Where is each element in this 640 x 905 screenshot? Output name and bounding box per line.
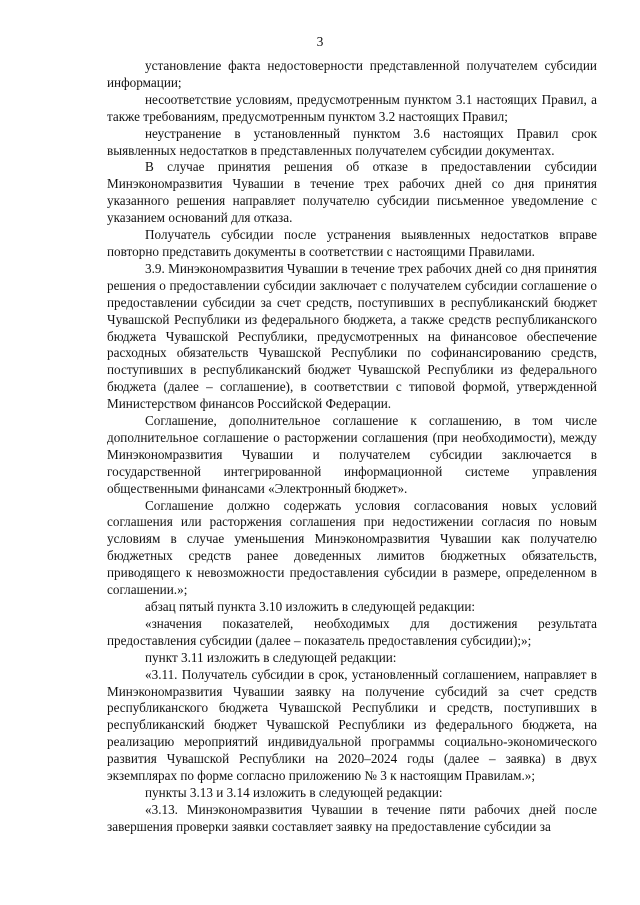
paragraph-nonconformity: несоответствие условиям, предусмотренным пунктом 3.1 настоящих Правил, а также требованиям, предусмотренным пунктом 3.2 настоящих Правил; xyxy=(107,91,597,124)
document-body xyxy=(107,58,597,836)
paragraph-amend-3-13-3-14: пункты 3.13 и 3.14 изложить в следующей редакции: xyxy=(145,784,443,800)
paragraph-amend-3-11: пункт 3.11 изложить в следующей редакции: xyxy=(145,649,397,665)
paragraph-invalid-info: установление факта недостоверности представленной получателем субсидии информации; xyxy=(107,58,597,90)
paragraph-electronic-budget: Соглашение, дополнительное соглашение к соглашению, в том числе дополнительное соглашение о расторжении соглашения (при необходимости), между Минэкономразвития Чувашии и получателем субсидии заключается в государственной интегрированной информационной системе управления общественными финансами «Электронный бюджет». xyxy=(107,413,597,496)
paragraph-3-9-agreement: 3.9. Минэкономразвития Чувашии в течение трех рабочих дней со дня принятия решения о предоставлении субсидии заключает с получателем субсидии соглашение о предоставлении субсидии за счет средств, поступивших в республиканский бюджет Чувашской Республики из федерального бюджета, а также средств республиканского бюджета Чувашской Республики, предусмотренных на финансовое обеспечение расходных обязательств Чувашской Республики по софинансированию средств, поступивших в республиканский бюджет Чувашской Республики из федерального бюджета (далее – соглашение), в соответствии с типовой формой, утвержденной Министерством финансов Российской Федерации. xyxy=(107,260,597,412)
paragraph-unresolved-defects: неустранение в установленный пунктом 3.6 настоящих Правил срок выявленных недостатков в представленных получателем субсидии документах. xyxy=(107,125,597,158)
page-number: 3 xyxy=(316,34,324,49)
paragraph-3-13-review: «3.13. Минэкономразвития Чувашии в течение пяти рабочих дней после завершения проверки заявки составляет заявку на предоставление субсидии за xyxy=(107,801,597,834)
paragraph-agreement-conditions: Соглашение должно содержать условия согласования новых условий соглашения или расторжения соглашения при недостижении согласия по новым условиям в случае уменьшения Минэкономразвития Чувашии как получателю бюджетных средств ранее доведенных лимитов бюджетных обязательств, приводящего к невозможности предоставления субсидии в размере, определенном в соглашении.»; xyxy=(107,497,597,598)
paragraph-indicator-values: «значения показателей, необходимых для достижения результата предоставления субсидии (далее – показатель предоставления субсидии);»; xyxy=(107,615,597,648)
paragraph-amend-3-10: абзац пятый пункта 3.10 изложить в следующей редакции: xyxy=(145,599,476,614)
paragraph-resubmission: Получатель субсидии после устранения выявленных недостатков вправе повторно представить документы в соответствии с настоящими Правилами. xyxy=(107,227,597,259)
paragraph-refusal-notice: В случае принятия решения об отказе в предоставлении субсидии Минэкономразвития Чувашии в течение трех рабочих дней со дня принятия указанного решения направляет получателю субсидии письменное уведомление с указанием оснований для отказа. xyxy=(107,159,597,226)
paragraph-3-11-application: «3.11. Получатель субсидии в срок, установленный соглашением, направляет в Минэкономразвития Чувашии заявку на получение субсидий за счет средств республиканского бюджета Чувашской Республики и средств, поступивших в республиканский бюджет Чувашской Республики из федерального бюджета, на реализацию мероприятий индивидуальной программы социально-экономического развития Чувашской Республики на 2020–2024 годы (далее – заявка) в двух экземплярах по форме согласно приложению № 3 к настоящим Правилам.»; xyxy=(107,666,597,784)
